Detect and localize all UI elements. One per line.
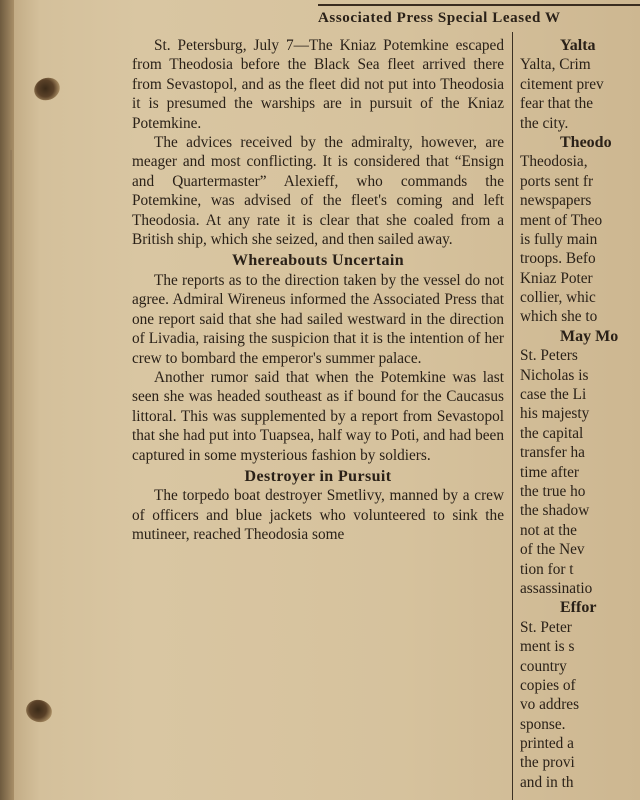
fold-crease: [10, 150, 12, 670]
adjacent-text-line: vo addres: [520, 696, 580, 714]
adjacent-article-column: [520, 36, 640, 792]
article-paragraph: The torpedo boat destroyer Smetlivy, manned by a crew of officers and blue jackets who volunteered to sink the mutineer, reached Theodosia some: [132, 487, 504, 544]
adjacent-subheading: Effor: [560, 599, 597, 617]
article-paragraph: Another rumor said that when the Potemkine was last seen she was headed southeast as if bound for the Caucasus littoral. This was supplemented by a report from Sevastopol that she had put into Tuapsea, half way to Poti, and had been captured in some mysterious fashion by soldiers.: [132, 368, 504, 464]
adjacent-text-line: citement prev: [520, 75, 604, 93]
adjacent-text-line: sponse.: [520, 715, 566, 733]
article-paragraph: St. Petersburg, July 7—The Kniaz Potemkine escaped from Theodosia before the Black Sea fleet arrived there from Sevastopol, and as the fleet did not put into Theodosia it is presumed the warships are in pursuit of the Kniaz Potemkine.: [132, 37, 504, 132]
adjacent-text-line: Theodosia,: [520, 153, 588, 171]
article-paragraph: The reports as to the direction taken by the vessel do not agree. Admiral Wireneus informed the Associated Press that one report said that she had sailed westward in the direction of Livadia, raising the suspicion that it is the intention of her crew to bombard the emperor's summer palace.: [132, 271, 504, 367]
adjacent-text-line: the capital: [520, 424, 584, 442]
adjacent-text-line: time after: [520, 463, 580, 481]
adjacent-text-line: the shadow: [520, 502, 590, 520]
adjacent-text-line: and in th: [520, 773, 574, 791]
adjacent-text-line: St. Peter: [520, 618, 572, 636]
adjacent-text-line: the provi: [520, 754, 575, 772]
adjacent-text-line: of the Nev: [520, 541, 585, 559]
adjacent-text-line: Nicholas is: [520, 366, 589, 384]
column-rule: [512, 32, 513, 800]
adjacent-text-line: Yalta, Crim: [520, 56, 591, 74]
adjacent-text-line: ports sent fr: [520, 172, 594, 190]
subheading: Destroyer in Pursuit: [244, 467, 392, 485]
adjacent-text-line: Kniaz Poter: [520, 269, 593, 287]
adjacent-text-line: which she to: [520, 308, 598, 326]
adjacent-text-line: St. Peters: [520, 347, 578, 365]
adjacent-text-line: the true ho: [520, 482, 586, 500]
adjacent-text-line: printed a: [520, 735, 574, 753]
adjacent-text-line: ment is s: [520, 638, 575, 656]
wire-service-line: Associated Press Special Leased W: [318, 10, 561, 26]
adjacent-text-line: the city.: [520, 114, 569, 132]
adjacent-subheading: May Mo: [560, 327, 619, 345]
adjacent-subheading: Theodo: [560, 133, 612, 151]
adjacent-text-line: is fully main: [520, 230, 598, 248]
adjacent-text-line: troops. Befo: [520, 250, 596, 268]
adjacent-text-line: newspapers: [520, 192, 592, 210]
adjacent-text-line: copies of: [520, 676, 576, 694]
adjacent-text-line: assassinatio: [520, 579, 593, 597]
adjacent-text-line: collier, whic: [520, 289, 596, 307]
adjacent-text-line: transfer ha: [520, 444, 585, 462]
adjacent-text-line: his majesty: [520, 405, 590, 423]
binding-hole: [24, 697, 55, 725]
subheading: Whereabouts Uncertain: [231, 252, 405, 270]
adjacent-text-line: case the Li: [520, 386, 587, 404]
adjacent-subheading: Yalta: [560, 37, 596, 54]
adjacent-text-line: country: [520, 657, 567, 675]
header-rule: [318, 4, 640, 6]
adjacent-text-line: not at the: [520, 521, 577, 539]
adjacent-text-line: tion for t: [520, 560, 574, 578]
adjacent-text-line: ment of Theo: [520, 211, 603, 229]
adjacent-text-line: fear that the: [520, 95, 594, 113]
main-article-column: [132, 36, 504, 545]
article-paragraph: The advices received by the admiralty, however, are meager and most conflicting. It is considered that “Ensign and Quartermaster” Alexieff, who commands the Potemkine, was advised of the fleet's coming and left Theodosia. At any rate it is clear that she coaled from a British ship, which she seized, and then sailed away.: [132, 134, 504, 249]
binding-hole: [31, 74, 63, 104]
